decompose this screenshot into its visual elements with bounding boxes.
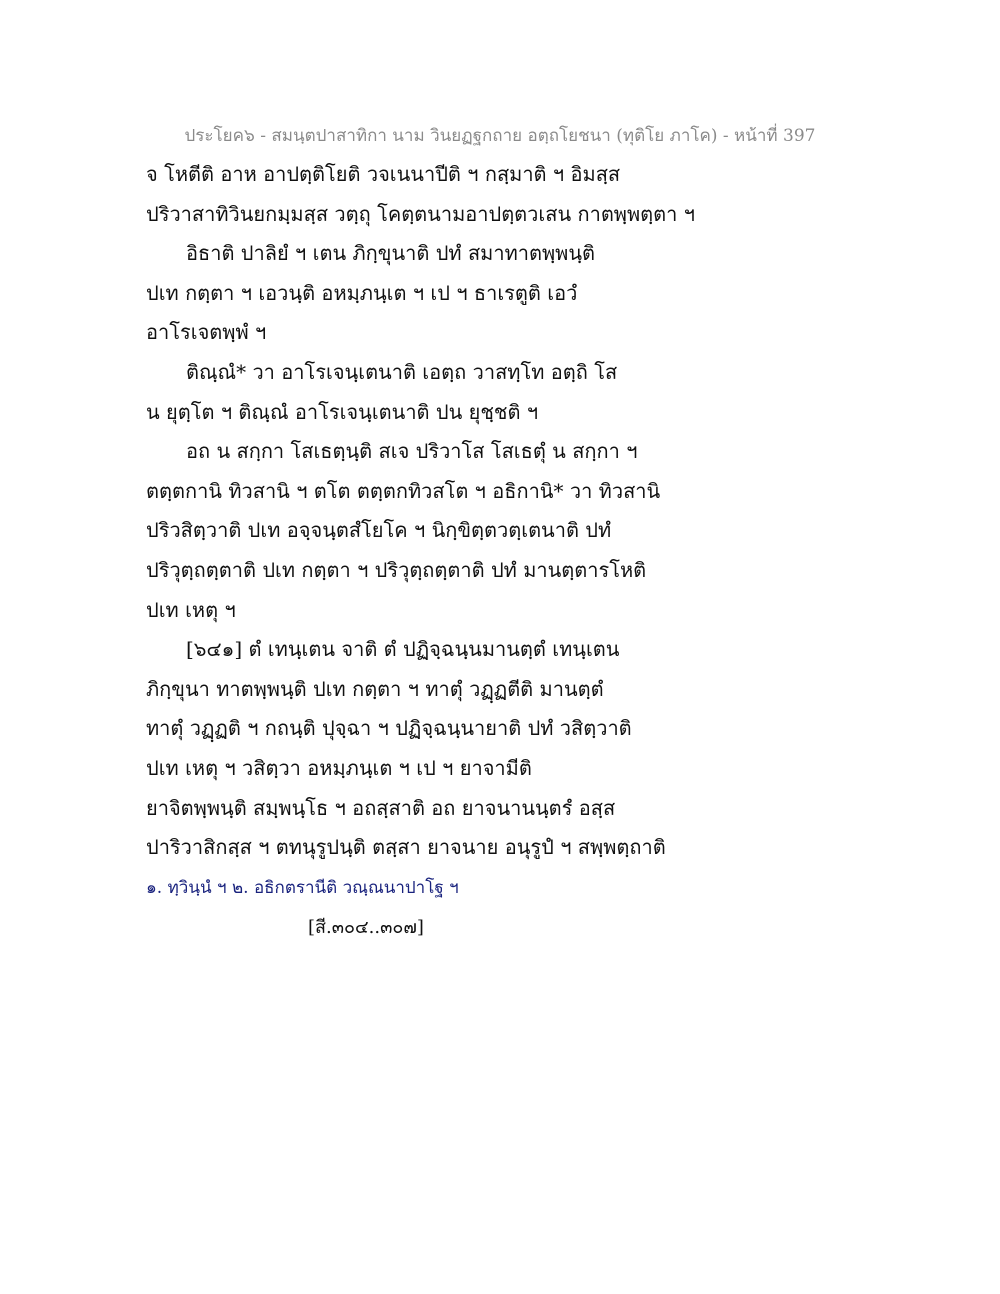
text-line: อิธาติ ปาลิยํ ฯ เตน ภิกฺขุนาติ ปทํ สมาทาตพฺพนฺติ	[186, 241, 595, 266]
text-line: น ยุตฺโต ฯ ติณฺณํ อาโรเจนฺเตนาติ ปน ยุชฺชติ ฯ	[146, 399, 539, 424]
text-line: ปริวาสาทิวินยกมฺมสฺส วตฺถุ โคตฺตนามอาปตฺตวเสน กาตพฺพตฺตา ฯ	[146, 201, 695, 226]
text-line: ปเท กตฺตา ฯ เอวนฺติ อหมฺภนฺเต ฯ เป ฯ ธาเรตูติ เอวํ	[146, 280, 578, 305]
text-line: ปเท เหตุ ฯ วสิตฺวา อหมฺภนฺเต ฯ เป ฯ ยาจามีติ	[146, 755, 532, 780]
text-line: ทาตุํ วฏฺฏติ ฯ กถนฺติ ปุจฺฉา ฯ ปฏิจฺฉนฺนายาติ ปทํ วสิตฺวาติ	[146, 716, 632, 741]
text-line: ปริวุตฺถตฺตาติ ปเท กตฺตา ฯ ปริวุตฺถตฺตาติ ปทํ มานตฺตารโหติ	[146, 557, 647, 582]
text-line: ปเท เหตุ ฯ	[146, 597, 236, 622]
text-line: ปริวสิตฺวาติ ปเท อจฺจนฺตสํโยโค ฯ นิกฺขิตฺตวตฺเตนาติ ปทํ	[146, 518, 612, 543]
footnote: ๑. ทฺวินฺนํ ฯ ๒. อธิกตรานีติ วณฺณนาปาโฐ ฯ	[146, 878, 459, 898]
text-line: อาโรเจตพฺพํ ฯ	[146, 320, 267, 345]
text-line: ตตฺตกานิ ทิวสานิ ฯ ตโต ตตฺตกทิวสโต ฯ อธิกานิ* วา ทิวสานิ	[146, 478, 661, 503]
text-line: อถ น สกฺกา โสเธตฺนฺติ สเจ ปริวาโส โสเธตุํ น สกฺกา ฯ	[186, 439, 638, 464]
page-header: ประโยค๖ - สมนฺตปาสาทิกา นาม วินยฏฐกถาย อตฺถโยชนา (ทุติโย ภาโค) - หน้าที่ 397	[184, 126, 816, 146]
text-line: ปาริวาสิกสฺส ฯ ตทนุรูปนฺติ ตสฺสา ยาจนาย อนุรูปํ ฯ สพฺพตฺถาติ	[146, 835, 666, 860]
text-line: ติณฺณํ* วา อาโรเจนฺเตนาติ เอตฺถ วาสทฺโท อตฺถิ โส	[186, 359, 618, 384]
text-line: ยาจิตพฺพนฺติ สมฺพนฺโธ ฯ อถสฺสาติ อถ ยาจนานนฺตรํ อสฺส	[146, 795, 616, 820]
page-reference: [สี.๓๐๔..๓๐๗]	[308, 917, 424, 938]
body-text	[146, 157, 706, 870]
text-line: จ โหตีติ อาห อาปตฺติโยติ วจเนนาปีติ ฯ กสฺมาติ ฯ อิมสฺส	[146, 162, 621, 186]
text-line: ภิกฺขุนา ทาตพฺพนฺติ ปเท กตฺตา ฯ ทาตุํ วฏฺฏตีติ มานตฺตํ	[146, 676, 604, 701]
text-line: [๖๔๑] ตํ เทนฺเตน จาติ ตํ ปฏิจฺฉนฺนมานตฺตํ เทนฺเตน	[186, 637, 620, 662]
